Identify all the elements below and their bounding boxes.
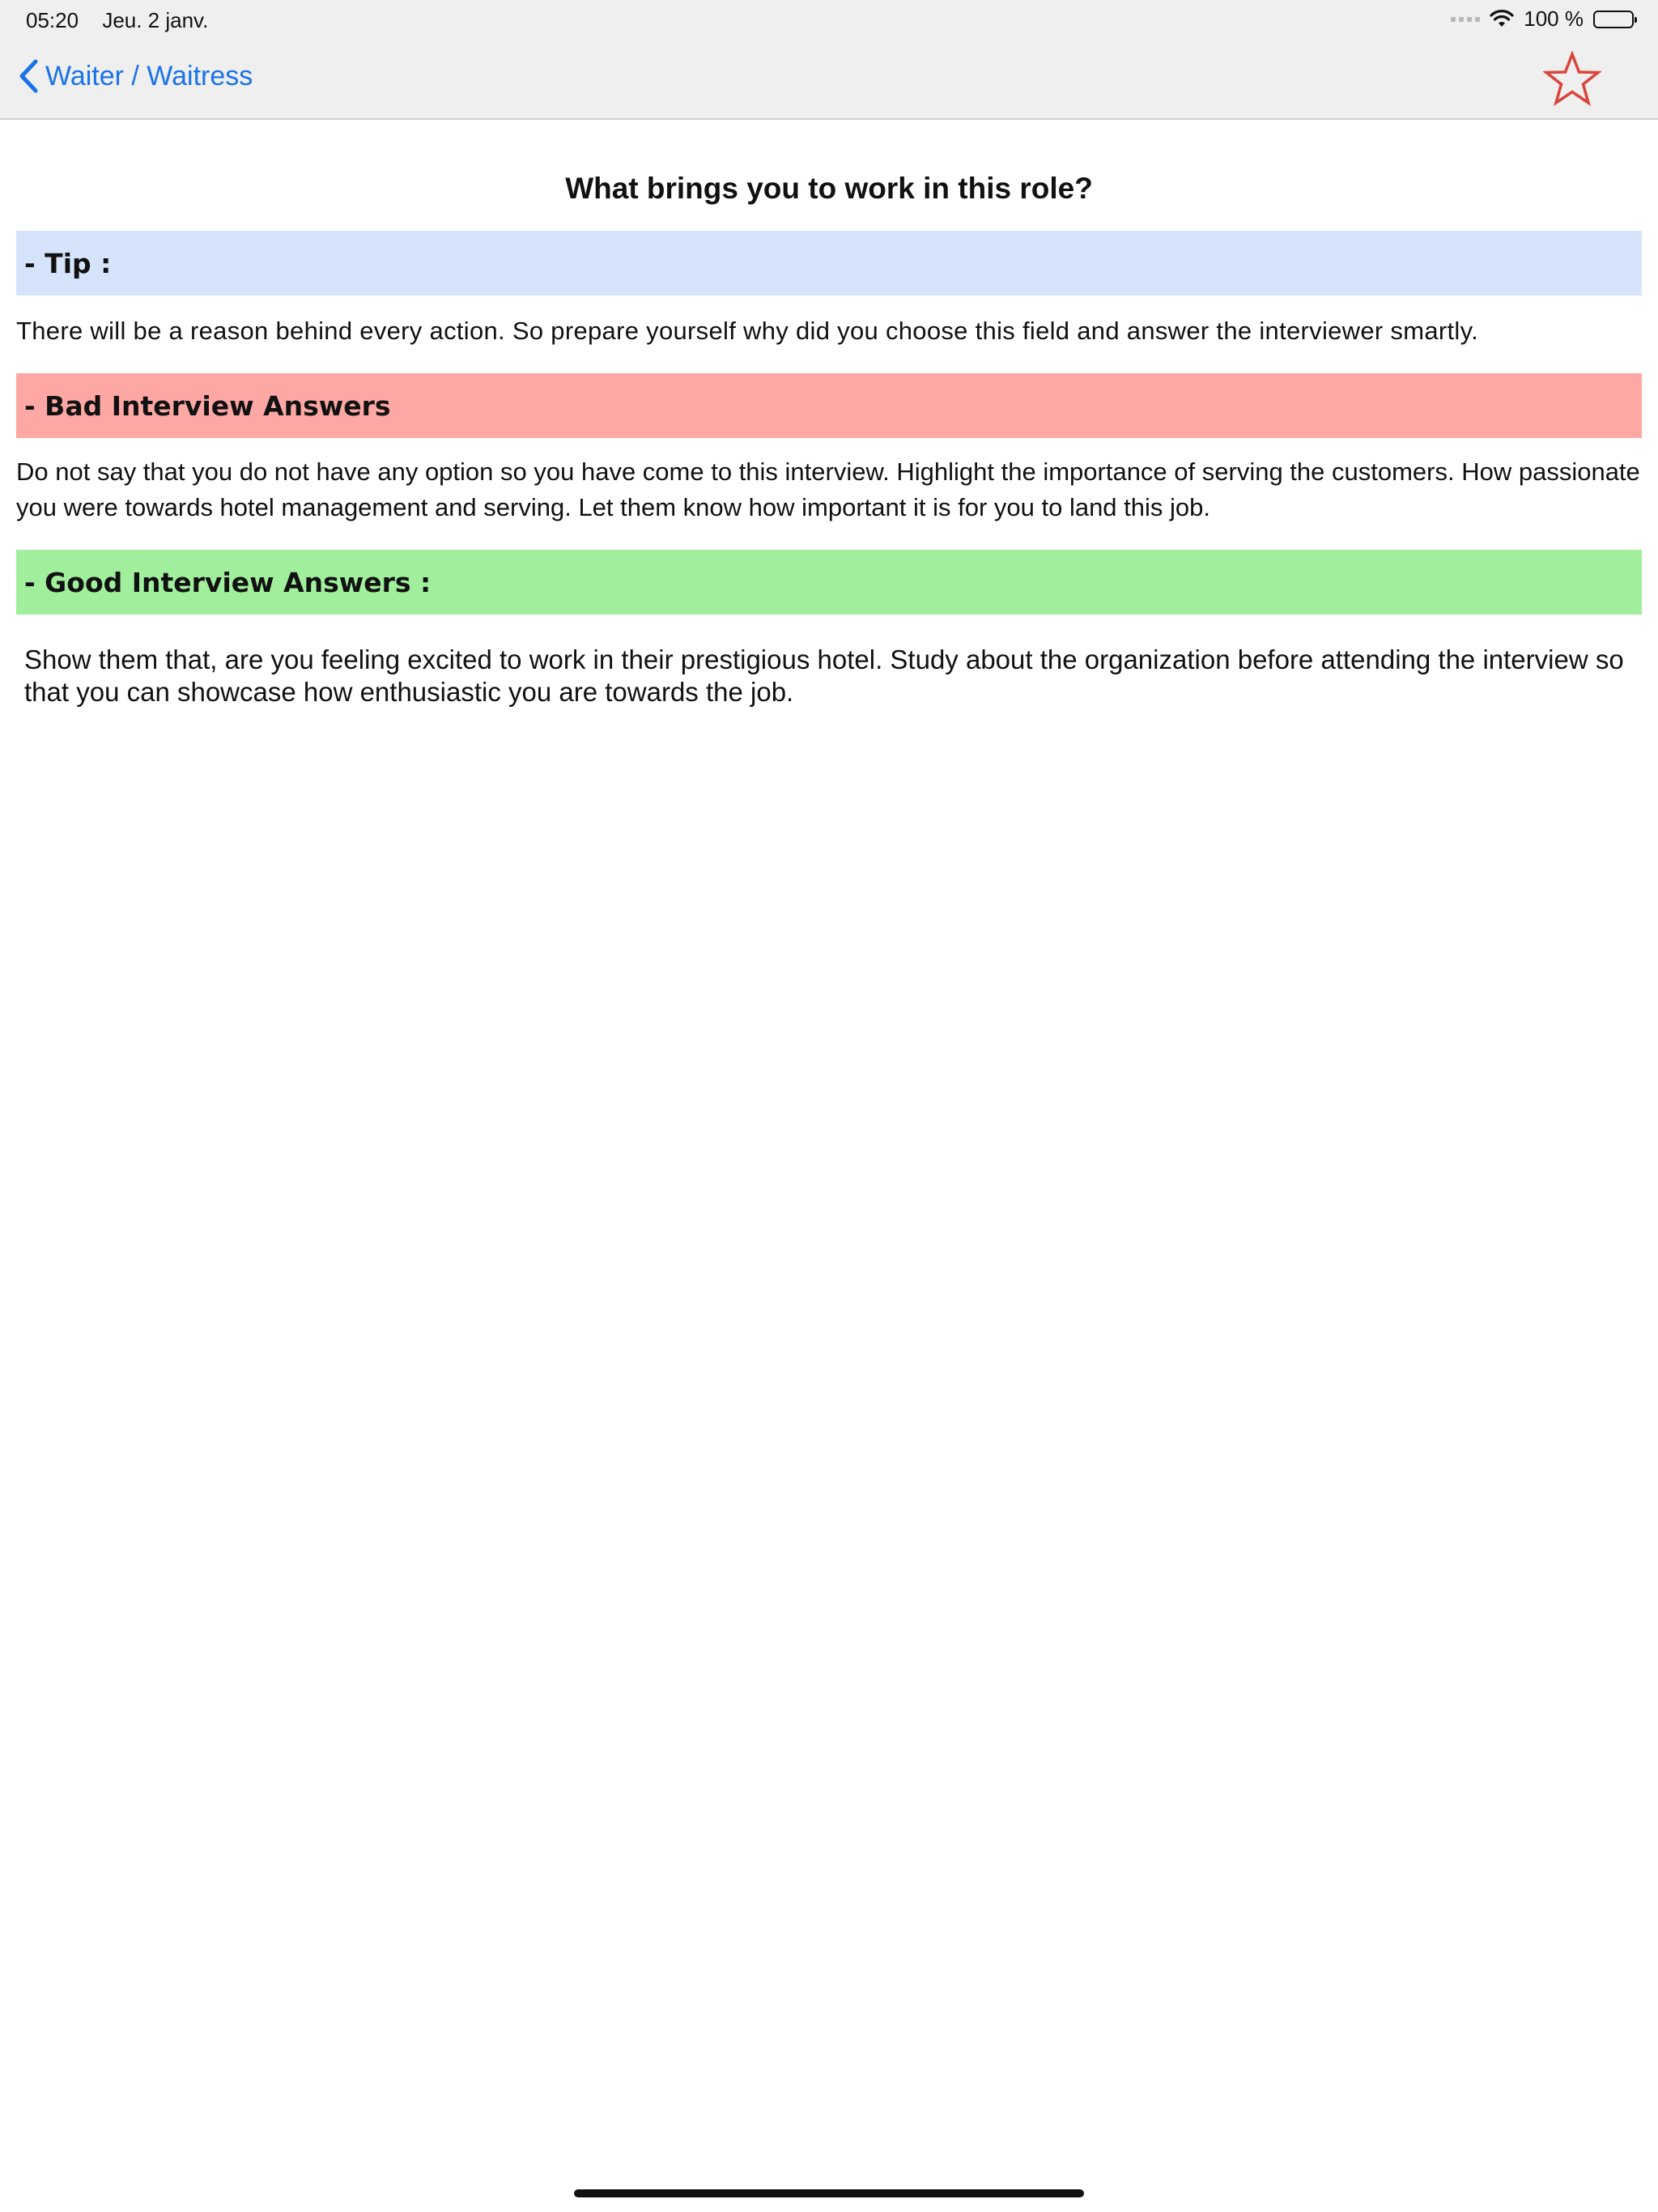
navigation-bar — [0, 39, 1658, 120]
bad-answers-header — [16, 373, 1642, 438]
battery-icon — [1593, 11, 1634, 28]
wifi-icon — [1490, 10, 1514, 29]
status-left — [26, 8, 226, 33]
chevron-left-icon — [18, 58, 39, 94]
back-button-label: Waiter / Waitress — [45, 60, 253, 91]
tip-header — [16, 231, 1642, 296]
back-button[interactable] — [18, 58, 253, 94]
status-right — [1451, 6, 1634, 32]
tip-text: There will be a reason behind every action. So prepare yourself why did you choose this field and answer the interviewer smartly. — [16, 317, 1479, 345]
status-bar — [0, 0, 1658, 39]
signal-dots-icon — [1451, 17, 1480, 22]
status-time: 05:20 — [26, 8, 79, 32]
bad-answers-text: Do not say that you do not have any option so you have come to this interview. Highlight the importance of serving the customers. How passionate you were towards hotel management and serving. Let them know how important it is for you to land this job. — [16, 457, 1640, 521]
good-answers-header — [16, 550, 1642, 615]
battery-percent: 100 % — [1524, 6, 1584, 31]
tip-header-label: - Tip : — [24, 247, 112, 279]
good-answers-text: Show them that, are you feeling excited to work in their prestigious hotel. Study about the organization before attending the interview so that you can showcase how enthusiastic you are towards the job. — [24, 644, 1624, 707]
star-outline-icon — [1543, 50, 1601, 108]
content — [16, 120, 1642, 708]
status-date: Jeu. 2 janv. — [102, 8, 209, 32]
bad-answers-header-label: - Bad Interview Answers — [24, 389, 391, 422]
question-title: What brings you to work in this role? — [565, 172, 1093, 205]
good-answers-header-label: - Good Interview Answers : — [24, 566, 432, 598]
favorite-button[interactable] — [1543, 50, 1601, 108]
home-indicator[interactable] — [574, 2189, 1084, 2197]
